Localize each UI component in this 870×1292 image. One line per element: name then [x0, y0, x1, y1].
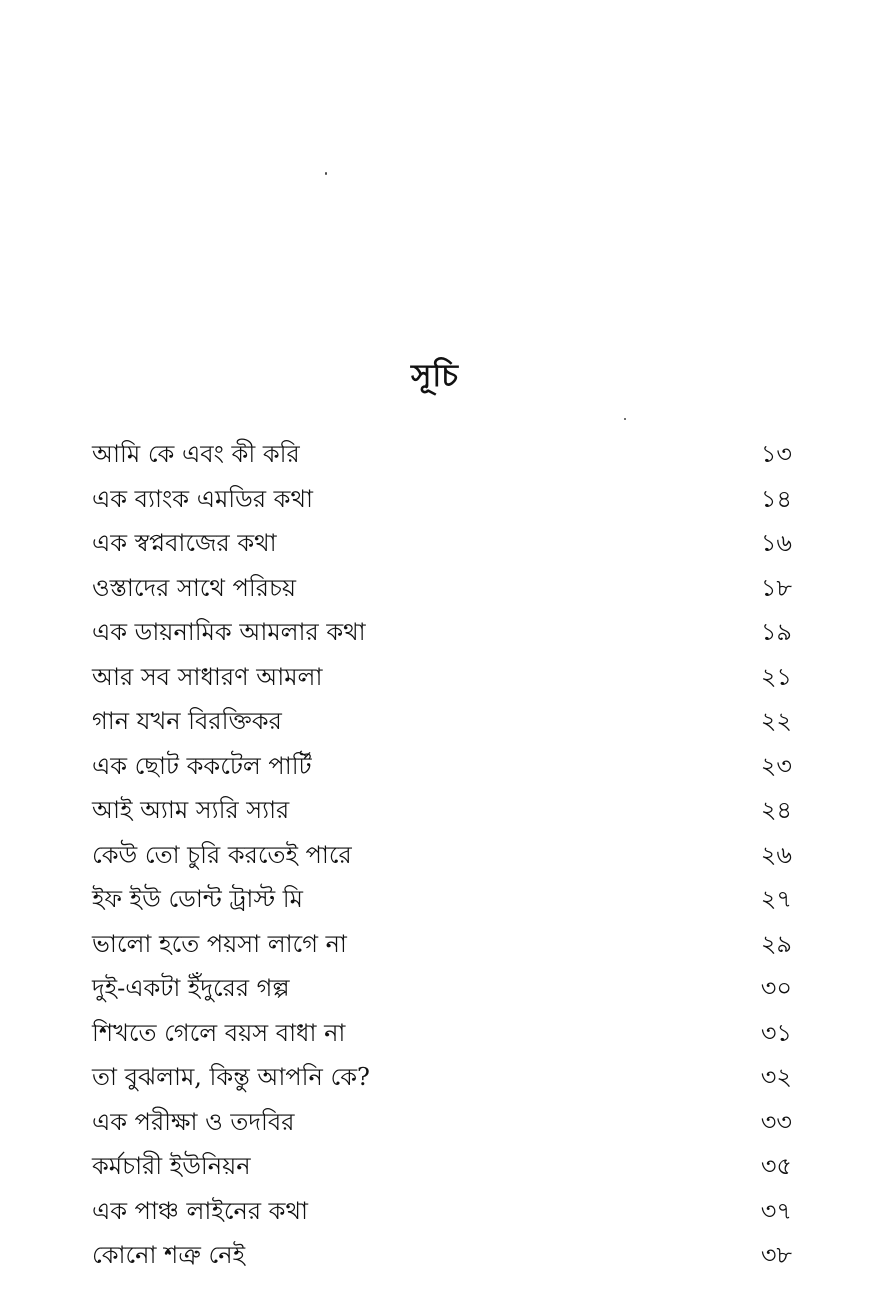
toc-entry-title: তা বুঝলাম, কিন্তু আপনি কে?	[92, 1063, 370, 1091]
print-speck	[624, 418, 626, 420]
toc-entry	[92, 788, 792, 833]
toc-entry-page-number: ৩৩	[760, 1107, 792, 1136]
toc-entry-title: এক পাঞ্চ লাইনের কথা	[92, 1196, 308, 1225]
toc-entry	[92, 1011, 792, 1056]
toc-entry	[92, 966, 792, 1011]
toc-entry	[92, 877, 792, 922]
toc-entry	[92, 1055, 792, 1100]
toc-entry-page-number: ১৯	[760, 618, 792, 646]
toc-entry-title: কর্মচারী ইউনিয়ন	[92, 1152, 251, 1180]
toc-entry-page-number: ২৪	[760, 796, 792, 824]
toc-entry	[92, 432, 792, 477]
toc-entry-title: ইফ ইউ ডোন্ট ট্রাস্ট মি	[92, 885, 303, 913]
toc-entry-title: এক স্বপ্নবাজের কথা	[92, 529, 277, 557]
page-title: সূচি	[410, 358, 460, 394]
toc-entry-title: এক ডায়নামিক আমলার কথা	[92, 618, 366, 646]
toc-entry-title: এক পরীক্ষা ও তদবির	[92, 1107, 295, 1136]
toc-entry	[92, 610, 792, 655]
toc-entry-page-number: ৩২	[760, 1063, 792, 1091]
toc-entry	[92, 699, 792, 744]
toc-entry	[92, 1189, 792, 1234]
toc-entry-page-number: ১৩	[760, 440, 792, 468]
toc-entry-page-number: ২২	[760, 707, 792, 735]
toc-entry	[92, 922, 792, 967]
toc-entry-page-number: ২১	[760, 662, 792, 691]
toc-entry	[92, 521, 792, 566]
toc-entry	[92, 744, 792, 789]
toc-entry-page-number: ১৪	[760, 484, 792, 513]
toc-entry-title: ওস্তাদের সাথে পরিচয়	[92, 573, 297, 602]
toc-entry-page-number: ৩৭	[760, 1196, 792, 1225]
print-speck	[325, 172, 327, 175]
toc-entry	[92, 833, 792, 878]
toc-entry-page-number: ৩০	[760, 974, 792, 1002]
toc-entry-page-number: ২৭	[760, 885, 792, 913]
toc-entry-title: কোনো শত্রু নেই	[92, 1241, 246, 1269]
toc-entry	[92, 1233, 792, 1278]
toc-entry-page-number: ৩৮	[760, 1241, 792, 1269]
toc-entry-title: ভালো হতে পয়সা লাগে না	[92, 929, 347, 958]
toc-entry-title: আমি কে এবং কী করি	[92, 440, 300, 468]
toc-entry-page-number: ৩৫	[760, 1152, 792, 1180]
toc-entry	[92, 1100, 792, 1145]
toc-entry-page-number: ১৬	[760, 529, 792, 557]
toc-entry	[92, 566, 792, 611]
toc-entry-title: আর সব সাধারণ আমলা	[92, 662, 323, 691]
toc-entry-title: আই অ্যাম স্যরি স্যার	[92, 796, 290, 824]
toc-entry-title: শিখতে গেলে বয়স বাধা না	[92, 1018, 346, 1047]
toc-entry-page-number: ৩১	[760, 1018, 792, 1047]
toc-entry	[92, 477, 792, 522]
toc-entry-title: এক ব্যাংক এমডির কথা	[92, 484, 313, 513]
toc-entry-page-number: ২৯	[760, 929, 792, 958]
toc-entry-title: কেউ তো চুরি করতেই পারে	[92, 840, 352, 869]
toc-entry-title: গান যখন বিরক্তিকর	[92, 707, 282, 735]
toc-entry-title: দুই-একটা ইঁদুরের গল্প	[92, 974, 290, 1002]
toc-entry-page-number: ২৬	[760, 840, 792, 869]
toc-entry	[92, 655, 792, 700]
toc-entry-page-number: ২৩	[760, 751, 792, 780]
toc-entry-title: এক ছোট ককটেল পার্টি	[92, 751, 312, 780]
toc-entry-page-number: ১৮	[760, 573, 792, 602]
table-of-contents	[92, 432, 792, 1278]
toc-entry	[92, 1144, 792, 1189]
